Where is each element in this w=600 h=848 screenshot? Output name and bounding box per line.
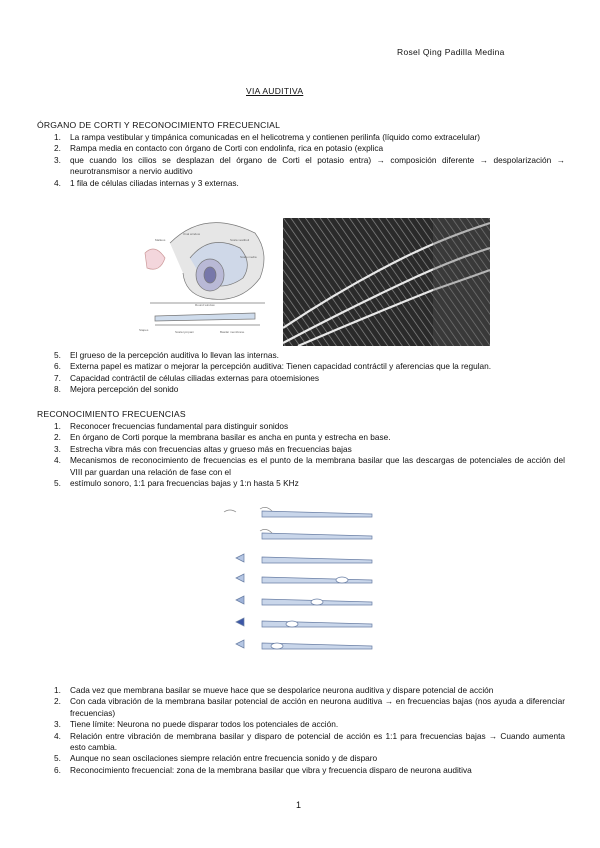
list-organo-corti-cont	[37, 350, 565, 396]
list-item: 3. Tiene límite: Neurona no puede disparar todos los potenciales de acción.	[54, 719, 339, 730]
list-item: 1. Reconocer frecuencias fundamental para distinguir sonidos	[54, 421, 289, 431]
svg-text:Stapes: Stapes	[139, 328, 149, 332]
list-item: 5. El grueso de la percepción auditiva lo llevan las internas.	[54, 350, 279, 360]
list-item: 5. estímulo sonoro, 1:1 para frecuencias bajas y 1:n hasta 5 KHz	[54, 478, 299, 489]
list-item: 4. 1 fila de células ciliadas internas y 3 externas.	[54, 177, 239, 188]
svg-text:Scala vestibuli: Scala vestibuli	[230, 238, 250, 242]
page-number: 1	[296, 800, 302, 810]
list-item: 5. Aunque no sean oscilaciones siempre relación entre frecuencia sonido y de disparo	[54, 753, 378, 764]
list-organo-corti	[37, 132, 565, 189]
author-name: Rosel Qing Padilla Medina	[397, 47, 505, 57]
svg-text:Basilar membrane: Basilar membrane	[220, 330, 245, 334]
cochlea-diagram-figure	[135, 213, 273, 341]
list-item: 4. Relación entre vibración de membrana basilar y disparo de potencial de acción es 1:1 para frecuencias bajas → Cuando aumenta esto cambia.	[54, 730, 565, 753]
list-item: 2. Con cada vibración de la membrana basilar potencial de acción en neurona auditiva → en frecuencias bajas (nos ayuda a diferenciar frecuencias)	[54, 696, 565, 718]
list-item: 3. Estrecha vibra más con frecuencias altas y grueso más en frecuencias bajas	[54, 443, 352, 454]
list-reconocimiento	[37, 421, 565, 489]
svg-text:Oval window: Oval window	[183, 232, 201, 236]
section-heading-organo-corti: ÓRGANO DE CORTI Y RECONOCIMIENTO FRECUENCIAL	[37, 120, 281, 130]
list-item: 1. La rampa vestibular y timpánica comunicadas en el helicotrema y contienen perilinfa (líquido como extracelular)	[54, 132, 480, 142]
svg-text:Scala tympani: Scala tympani	[175, 330, 194, 334]
list-item: 3. que cuando los cilios se desplazan del órgano de Corti el potasio entra) → composición diferente → despolarización → neurotransmisor a nervio auditivo	[54, 154, 565, 177]
list-item: 6. Reconocimiento frecuencial: zona de la membrana basilar que vibra y frecuencia disparo de neurona auditiva	[54, 764, 472, 775]
list-item: 6. Externa papel es matizar o mejorar la percepción auditiva: Tienen capacidad contráctil y aferencias que la regulan.	[54, 361, 492, 372]
basilar-membrane-waves-figure	[222, 502, 377, 662]
list-item: 2. Rampa media en contacto con órgano de Corti con endolinfa, rica en potasio (explica	[54, 143, 384, 154]
svg-text:Malleus: Malleus	[155, 238, 166, 242]
list-item: 4. Mecanismos de reconocimiento de frecuencias es el punto de la membrana basilar que las descargas de potenciales de acción del VIII par guardan una relación de fase con el	[54, 455, 565, 477]
list-item: 2. En órgano de Corti porque la membrana basilar es ancha en punta y estrecha en base.	[54, 432, 391, 443]
hair-cells-micrograph	[283, 218, 490, 346]
section-heading-reconocimiento: RECONOCIMIENTO FRECUENCIAS	[37, 409, 186, 419]
page-title: VIA AUDITIVA	[246, 86, 304, 96]
svg-text:Round window: Round window	[195, 303, 215, 307]
list-item: 7. Capacidad contráctil de células ciliadas externas para otoemisiones	[54, 372, 320, 383]
list-item: 1. Cada vez que membrana basilar se mueve hace que se despolarice neurona auditiva y dispare potencial de acción	[54, 685, 494, 695]
svg-text:Scala media: Scala media	[240, 255, 257, 259]
list-item: 8. Mejora percepción del sonido	[54, 384, 179, 395]
list-disparo	[37, 685, 565, 776]
